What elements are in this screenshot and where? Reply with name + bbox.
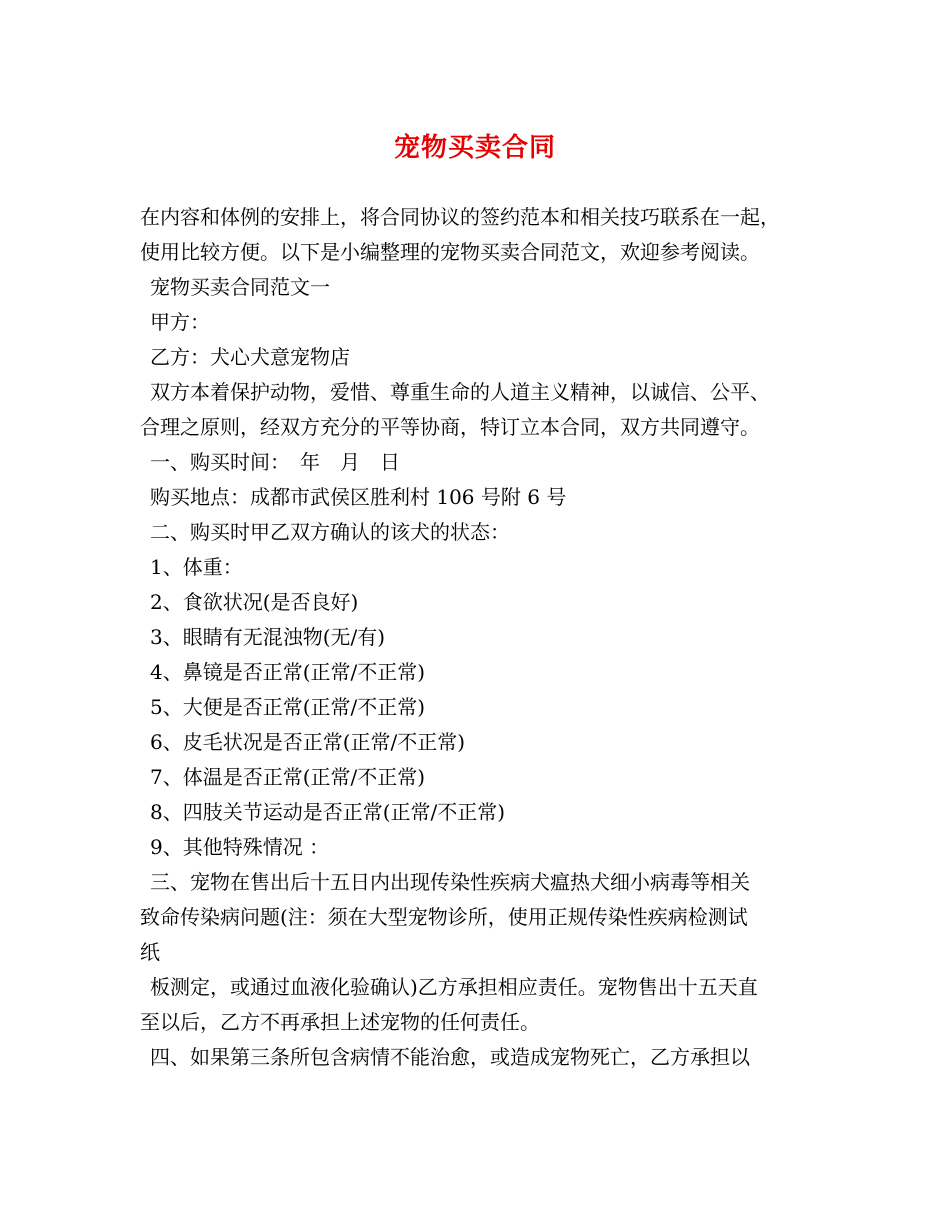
document-title: 宠物买卖合同 — [393, 133, 556, 163]
document-body — [140, 200, 840, 1075]
paragraph-line: 纸 — [140, 940, 160, 964]
clause-line: 一、购买时间： 年 月 日 — [150, 450, 400, 474]
paragraph-line: 板测定，或通过血液化验确认)乙方承担相应责任。宠物售出十五天直 — [150, 975, 758, 999]
list-item: 2、食欲状况(是否良好) — [150, 590, 359, 614]
party-a-line: 甲方： — [150, 310, 210, 334]
list-item: 6、皮毛状况是否正常(正常/不正常) — [150, 730, 466, 754]
list-item: 1、体重： — [150, 555, 243, 579]
paragraph-line: 致命传染病问题(注：须在大型宠物诊所，使用正规传染性疾病检测试 — [140, 905, 748, 929]
list-item: 7、体温是否正常(正常/不正常) — [150, 765, 426, 789]
list-item: 4、鼻镜是否正常(正常/不正常) — [150, 660, 426, 684]
paragraph-line: 合理之原则，经双方充分的平等协商，特订立本合同，双方共同遵守。 — [140, 415, 760, 439]
clause-line: 三、宠物在售出后十五日内出现传染性疾病犬瘟热犬细小病毒等相关 — [150, 870, 750, 894]
clause-line: 购买地点：成都市武侯区胜利村 106 号附 6 号 — [150, 485, 567, 509]
section-heading: 宠物买卖合同范文一 — [150, 275, 330, 299]
clause-line: 四、如果第三条所包含病情不能治愈，或造成宠物死亡，乙方承担以 — [150, 1045, 750, 1069]
clause-line: 二、购买时甲乙双方确认的该犬的状态： — [150, 520, 510, 544]
paragraph-line: 双方本着保护动物，爱惜、尊重生命的人道主义精神，以诚信、公平、 — [150, 380, 770, 404]
list-item: 3、眼睛有无混浊物(无/有) — [150, 625, 386, 649]
party-b-line: 乙方：犬心犬意宠物店 — [150, 345, 350, 369]
list-item: 9、其他特殊情况 ： — [150, 835, 330, 859]
list-item: 8、四肢关节运动是否正常(正常/不正常) — [150, 800, 506, 824]
paragraph-line: 至以后，乙方不再承担上述宠物的任何责任。 — [140, 1010, 540, 1034]
paragraph-line: 使用比较方便。以下是小编整理的宠物买卖合同范文，欢迎参考阅读。 — [140, 240, 760, 264]
paragraph-line: 在内容和体例的安排上，将合同协议的签约范本和相关技巧联系在一起， — [140, 205, 780, 229]
list-item: 5、大便是否正常(正常/不正常) — [150, 695, 426, 719]
